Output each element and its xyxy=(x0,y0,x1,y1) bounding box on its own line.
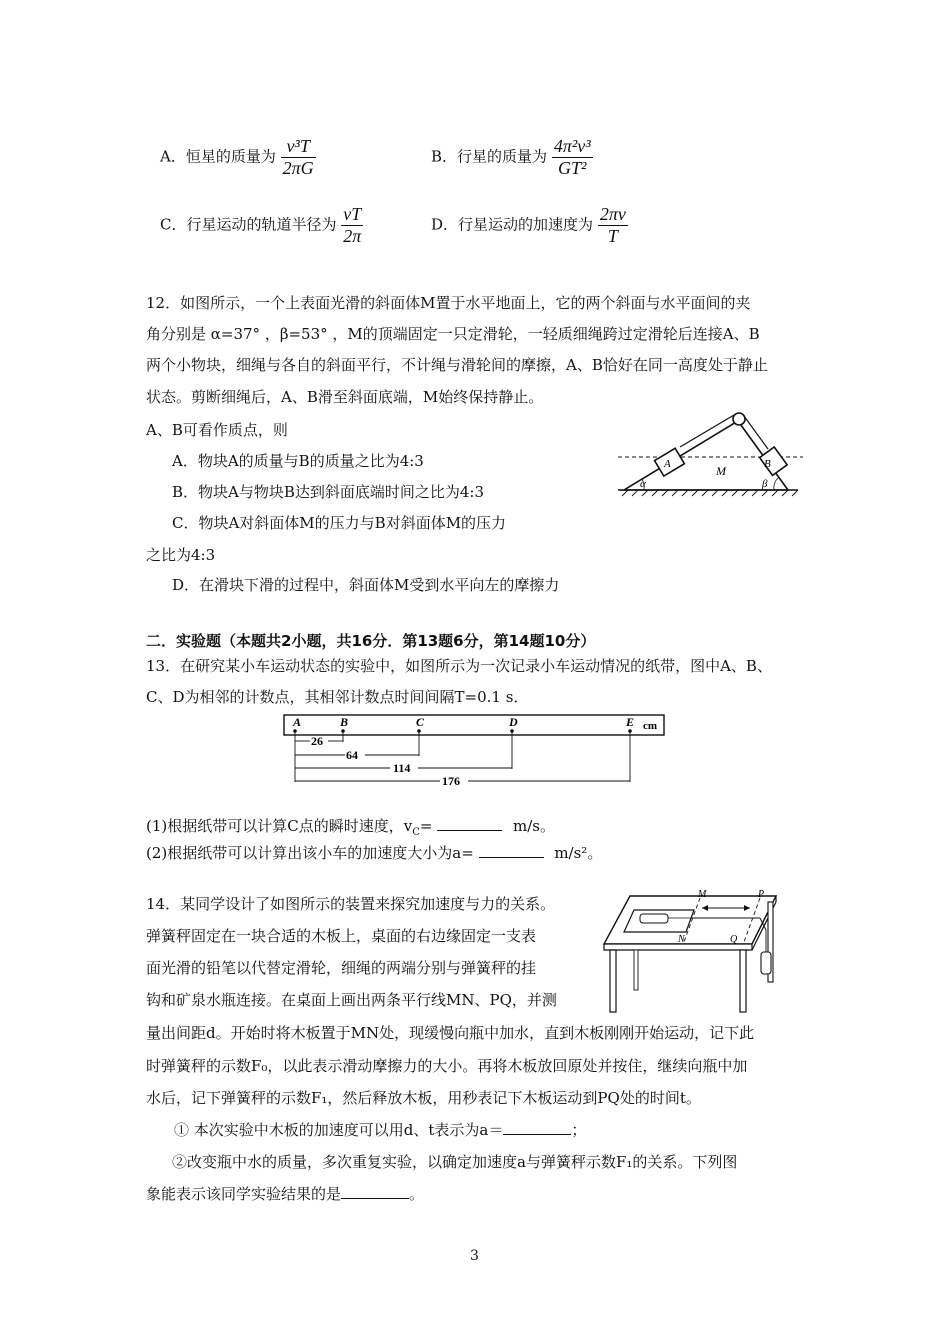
tape-unit: cm xyxy=(643,720,658,732)
q14-fig-label-p: P xyxy=(758,889,765,900)
q11-a-prefix: A．恒星的质量为 xyxy=(160,147,276,166)
q13-velocity-blank[interactable] xyxy=(437,816,502,831)
q12-option-c-line2: 之比为4:3 xyxy=(146,546,216,564)
q12-option-d: D．在滑块下滑的过程中，斜面体M受到水平向左的摩擦力 xyxy=(172,576,560,594)
q11-d-numerator: 2πv xyxy=(599,204,626,224)
tape-dim-64: 64 xyxy=(346,748,358,762)
q14-line1: 14．某同学设计了如图所示的装置来探究加速度与力的关系。 xyxy=(146,895,556,913)
q11-d-fraction xyxy=(598,204,628,247)
q11-d-prefix: D．行星运动的加速度为 xyxy=(431,215,594,234)
q12-option-c-line1: C．物块A对斜面体M的压力与B对斜面体M的压力 xyxy=(172,514,507,532)
q13-sub2-unit: m/s²。 xyxy=(554,844,603,862)
q11-b-prefix: B．行星的质量为 xyxy=(431,147,548,166)
q14-acceleration-blank[interactable] xyxy=(503,1120,571,1135)
q14-sub2b-text: 象能表示该同学实验结果的是 xyxy=(146,1185,342,1203)
tape-point-c: C xyxy=(416,715,425,729)
q14-sub2b xyxy=(146,1183,424,1204)
q14-sub1 xyxy=(174,1119,586,1140)
q12-fig-label-alpha: α xyxy=(640,478,646,490)
tape-point-a: A xyxy=(293,715,302,729)
q12-line4: 状态。剪断细绳后，A、B滑至斜面底端，M始终保持静止。 xyxy=(146,388,544,406)
q14-line4: 钩和矿泉水瓶连接。在桌面上画出两条平行线MN、PQ，并测 xyxy=(146,991,557,1009)
q13-sub1-unit: m/s。 xyxy=(513,817,555,835)
q13-line1: 13．在研究某小车运动状态的实验中，如图所示为一次记录小车运动情况的纸带，图中A、B、 xyxy=(146,657,772,675)
q11-a-numerator: v³T xyxy=(281,136,316,158)
q13-sub1 xyxy=(146,815,555,838)
section-2-title: 二．实验题（本题共2小题，共16分．第13题6分，第14题10分） xyxy=(146,632,596,650)
q14-line2: 弹簧秤固定在一块合适的木板上，桌面的右边缘固定一支表 xyxy=(146,927,537,945)
q11-b-numerator: 4π²v³ xyxy=(553,136,591,156)
q12-line1: 12．如图所示，一个上表面光滑的斜面体M置于水平地面上，它的两个斜面与水平面间的夹 xyxy=(146,294,751,312)
tape-dim-114: 114 xyxy=(393,761,411,775)
q14-fig-label-m: M xyxy=(698,889,707,900)
q12-fig-label-m: M xyxy=(716,464,726,478)
q14-fig-label-n: N xyxy=(678,934,685,945)
q12-incline-figure xyxy=(618,405,803,497)
q14-line6: 时弹簧秤的示数F₀，以此表示滑动摩擦力的大小。再将木板放回原处并按住，继续向瓶中加 xyxy=(146,1057,748,1075)
q13-paper-tape xyxy=(280,712,670,792)
tape-point-d: D xyxy=(509,715,518,729)
q12-fig-label-a: A xyxy=(664,458,671,470)
q11-d-denominator: T xyxy=(607,226,618,246)
q14-sub2a: ②改变瓶中水的质量，多次重复实验，以确定加速度a与弹簧秤示数F₁的关系。下列图 xyxy=(172,1153,738,1171)
q11-option-b xyxy=(431,136,593,179)
q14-line3: 面光滑的铅笔以代替定滑轮，细绳的两端分别与弹簧秤的挂 xyxy=(146,959,537,977)
q14-apparatus-figure xyxy=(600,888,790,1018)
tape-dim-176: 176 xyxy=(442,774,460,788)
q14-fig-label-q: Q xyxy=(730,934,738,945)
q12-line3: 两个小物块，细绳与各自的斜面平行，不计绳与滑轮间的摩擦，A、B恰好在同一高度处于静止 xyxy=(146,356,768,374)
q13-sub2 xyxy=(146,842,602,863)
q12-fig-label-beta: β xyxy=(762,478,768,490)
q11-option-c xyxy=(160,204,363,247)
q13-sub2-text: (2)根据纸带可以计算出该小车的加速度大小为a= xyxy=(146,844,474,862)
q11-c-fraction xyxy=(341,204,363,247)
q14-sub1-text: ① 本次实验中木板的加速度可以用d、t表示为a＝ xyxy=(174,1121,504,1139)
q14-graph-blank[interactable] xyxy=(341,1184,409,1199)
q14-line7: 水后，记下弹簧秤的示数F₁，然后释放木板，用秒表记下木板运动到PQ处的时间t。 xyxy=(146,1089,701,1107)
tape-point-b: B xyxy=(340,715,349,729)
q11-c-denominator: 2π xyxy=(343,226,362,246)
q12-fig-label-b: B xyxy=(764,458,771,470)
q11-option-a xyxy=(160,136,316,179)
q12-line2: 角分别是 α=37° ，β=53° ，M的顶端固定一只定滑轮，一轻质细绳跨过定滑轮后连接A、B xyxy=(146,325,760,343)
page-number: 3 xyxy=(470,1248,479,1264)
q13-line2: C、D为相邻的计数点，其相邻计数点时间间隔T=0.1 s． xyxy=(146,688,529,706)
tape-point-e: E xyxy=(626,715,635,729)
q11-b-fraction xyxy=(552,136,593,179)
q14-line5: 量出间距d。开始时将木板置于MN处，现缓慢向瓶中加水，直到木板刚刚开始运动，记下此 xyxy=(146,1024,755,1042)
q11-c-numerator: vT xyxy=(341,204,363,226)
q13-sub1-eq: = xyxy=(419,817,433,835)
q14-sub1-end: ； xyxy=(571,1121,587,1139)
tape-dim-26: 26 xyxy=(311,734,323,748)
q12-option-a: A．物块A的质量与B的质量之比为4:3 xyxy=(172,452,424,470)
q12-line5: A、B可看作质点，则 xyxy=(146,421,288,439)
q11-a-denominator: 2πG xyxy=(282,158,314,178)
q11-a-fraction xyxy=(281,136,316,179)
q13-sub1-subscript: C xyxy=(412,827,420,838)
q11-b-denominator: GT² xyxy=(558,158,587,178)
q12-option-b: B．物块A与物块B达到斜面底端时间之比为4:3 xyxy=(172,483,485,501)
q13-sub1-text: (1)根据纸带可以计算C点的瞬时速度，v xyxy=(146,817,413,835)
q14-sub2-end: 。 xyxy=(409,1185,425,1203)
q11-option-d xyxy=(431,204,628,247)
q13-acceleration-blank[interactable] xyxy=(479,843,544,858)
q11-c-prefix: C．行星运动的轨道半径为 xyxy=(160,215,337,234)
